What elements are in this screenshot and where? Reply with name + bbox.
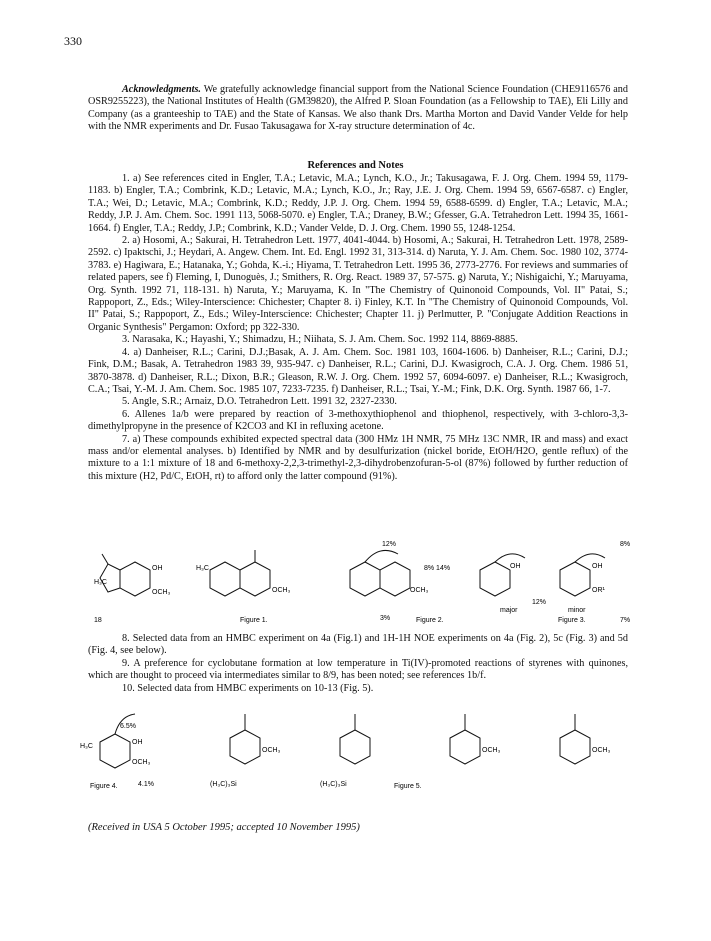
ring-fig5d — [560, 730, 590, 764]
svg-text:(H₃C)₃Si: (H₃C)₃Si — [320, 781, 347, 788]
figure-row-2 — [80, 708, 640, 794]
annotation-minor: minor — [568, 607, 586, 614]
svg-text:OCH₃: OCH₃ — [262, 747, 281, 754]
reference-5: 5. Angle, S.R.; Arnaiz, D.O. Tetrahedron Lett. 1991 32, 2327-2330. — [122, 396, 397, 408]
annotation-3pct: 3% — [380, 615, 391, 622]
reference-6: 6. Allenes 1a/b were prepared by reaction of 3-methoxythiophenol and thiophenol, respectively, with 3-chloro-3,3-dimethylpropyne in the presence of K2CO3 and KI in refluxing acetone. — [88, 408, 628, 433]
annotation-12pct: 12% — [382, 541, 397, 548]
annotation-6-5pct: 6.5% — [120, 723, 136, 730]
reference-7: 7. a) These compounds exhibited expected spectral data (300 HMz 1H NMR, 75 MHz 13C NMR, IR and mass) and exact mass and/or elemental analyses. b) Identified by NMR and by desulfurization (nickel boride, EtOH/H2O, gentle reflux) of the mixture to a 1:1 mixture of 18 and 6-methoxy-2,2,3-trimethyl-2,3-dihydrobenzofuran-5-ol (87%) followed by further reduction of this mixture (H2, Pd/C, EtOH, rt) to afford only the latter compound (91%). — [88, 433, 628, 482]
label-compound-18: 18 — [94, 617, 102, 624]
svg-text:OH: OH — [510, 563, 521, 570]
chemical-structures-figures-1-3 — [80, 540, 640, 632]
svg-text:OR¹: OR¹ — [592, 587, 605, 594]
ring-fig5b — [340, 730, 370, 764]
label-figure-5: Figure 5. — [394, 783, 422, 790]
benzene-ring-fig4 — [100, 734, 130, 768]
references-continued — [88, 633, 628, 695]
svg-text:OCH₃: OCH₃ — [410, 587, 429, 594]
annotation-7pct: 7% — [620, 617, 631, 624]
ring-fig5c — [450, 730, 480, 764]
references-heading: References and Notes — [307, 160, 404, 171]
ring-fig5a — [230, 730, 260, 764]
reference-8: 8. Selected data from an HMBC experiment on 4a (Fig.1) and 1H-1H NOE experiments on 4a (Fig. 2), 5c (Fig. 3) and 5d (Fig. 4, see below). — [88, 633, 628, 657]
svg-text:H₃C: H₃C — [94, 579, 107, 586]
svg-text:OCH₃: OCH₃ — [592, 747, 611, 754]
svg-text:(H₃C)₃Si: (H₃C)₃Si — [210, 781, 237, 788]
acknowledgments-body: We gratefully acknowledge financial support from the National Science Foundation (CHE9116576 and OSR9255223), the National Institutes of Health (GM39820), the Alfred P. Sloan Foundation (as a Fellowship to TAE), Eli Lilly and Company (as a granteeship to TAE) and the State of Kansas. We also thank Drs. Martha Morton and David Vander Velde for help with the NMR experiments and Dr. Fusao Takusagawa for X-ray structure determination of 4c. — [88, 84, 628, 133]
reference-10: 10. Selected data from HMBC experiments on 10-13 (Fig. 5). — [122, 682, 374, 694]
reference-1: 1. a) See references cited in Engler, T.A.; Letavic, M.A.; Lynch, K.O., Jr.; Takusagawa, F. J. Org. Chem. 1994 59, 1179-1183. b) Engler, T.A.; Combrink, K.D.; Letavic, M.A.; Lynch, K.O., Jr.; Ray, J.E. J. Org. Chem. 1994 59, 6567-6587. c) Engler, T.A.; Wei, D.; Letavic, M.A.; Combrink, K.D.; Reddy, J.P. J. Org. Chem. 1994 59, 6588-6599. d) Engler, T.A.; Letavic, M.A.; Reddy, J.P. J. Am. Chem. Soc. 1991 113, 5068-5070. e) Engler, T.A.; Draney, B.W.; Gfesser, G.A. Tetrahedron Lett. 1994 35, 1661-1664. f) Engler, T.A.; Reddy, J.P.; Combrink, K.D.; Vander Velde, D. J. Org. Chem. 1990 55, 1248-1254. — [88, 173, 628, 234]
annotation-8-14pct: 8% 14% — [424, 565, 451, 572]
benzene-ring-fig3a — [480, 562, 510, 596]
reference-2: 2. a) Hosomi, A.; Sakurai, H. Tetrahedron Lett. 1977, 4041-4044. b) Hosomi, A.; Sakurai, H. Tetrahedron Lett. 1978, 2589-2592. c) Ipaktschi, J.; Heydari, A. Angew. Chem. Int. Ed. Engl. 1992 31, 313-314. d) Naruta, Y. J. Am. Chem. Soc. 1980 102, 3774-3783. e) Hagiwara, E.; Hatanaka, Y.; Gohda, K.-i.; Hiyama, T. Tetrahedron Lett. 1995 36, 2773-2776. For reviews and summaries of related papers, see f) Fleming, I, Dunoguès, J.; Smithers, R. Org. React. 1989 37, 57-575. g) Naruta, Y.; Nishigaichi, Y.; Maruyama, Org. Synth. 1992 71, 118-131. h) Naruta, Y.; Maruyama, K. In "The Chemistry of Quinonoid Compounds, Vol. II" Patai, S.; Rappoport, Z., Eds.; Wiley-Interscience: Chichester; Chapter 8. i) Finley, K.T. In "The Chemistry of Quinonoid Compounds, Vol. II" Patai, S.; Rappoport, Z., Eds.; Wiley-Interscience: Chichester; Chapter 11. j) Perlmutter, P. "Conjugate Addition Reactions in Organic Synthesis" Pergamon: Oxford; pp 322-330. — [88, 235, 628, 333]
svg-text:OCH₃: OCH₃ — [272, 587, 291, 594]
svg-text:OH: OH — [152, 565, 163, 572]
label-figure-3: Figure 3. — [558, 617, 586, 624]
acknowledgments-title: Acknowledgments. — [122, 84, 201, 95]
benzene-ring-18 — [120, 562, 150, 596]
svg-text:H₃C: H₃C — [196, 565, 209, 572]
svg-text:OCH₃: OCH₃ — [132, 759, 151, 766]
label-figure-2: Figure 2. — [416, 617, 444, 624]
annotation-12pct-b: 12% — [532, 599, 547, 606]
label-figure-4: Figure 4. — [90, 783, 118, 790]
benzene-ring-fig2 — [350, 562, 380, 596]
annotation-8pct: 8% — [620, 541, 631, 548]
annotation-major: major — [500, 607, 518, 614]
reference-4: 4. a) Danheiser, R.L.; Carini, D.J.;Basak, A. J. Am. Chem. Soc. 1981 103, 1604-1606. b) Danheiser, R.L.; Carini, D.J.; Fink, D.M.; Basak, A. Tetrahedron 1983 39, 935-947. c) Danheiser, R.L.; Carini, D.J. Kwasigroch, C.A. J. Org. Chem. 1986 51, 3870-3878. d) Danheiser, R.L.; Dixon, B.R.; Gleason, R.W. J. Org. Chem. 1992 57, 6094-6097. e) Danheiser, R.L.; Kwasigroch, C.A.; Tsai, Y.-M. J. Am. Chem. Soc. 1985 107, 7233-7235. f) Danheiser, R.L.; Tsai, Y.-M.; Fink, D.K. Org. Synth. 1987 66, 1-7. — [88, 346, 628, 395]
reference-9: 9. A preference for cyclobutane formation at low temperature in Ti(IV)-promoted reactions of styrenes with quinones, which are thought to proceed via intermediates similar to 8/9, has been noted; see references 1b/f. — [88, 657, 628, 682]
acknowledgments-paragraph — [88, 84, 628, 134]
chemical-structures-figures-4-5 — [80, 708, 640, 794]
page-number: 330 — [64, 34, 82, 48]
svg-text:OCH₃: OCH₃ — [152, 589, 171, 596]
annotation-4-1pct: 4.1% — [138, 781, 154, 788]
figure-row-1 — [80, 540, 640, 632]
svg-text:OH: OH — [592, 563, 603, 570]
svg-text:OH: OH — [132, 739, 143, 746]
benzene-ring-fig3b — [560, 562, 590, 596]
reference-3: 3. Narasaka, K.; Hayashi, Y.; Shimadzu, H.; Niihata, S. J. Am. Chem. Soc. 1992 114, 8869-8885. — [122, 334, 518, 346]
received-date-line: (Received in USA 5 October 1995; accepted 10 November 1995) — [88, 822, 360, 833]
references-list — [88, 173, 628, 483]
svg-text:OCH₃: OCH₃ — [482, 747, 501, 754]
svg-text:H₃C: H₃C — [80, 743, 93, 750]
label-figure-1: Figure 1. — [240, 617, 268, 624]
benzene-ring-fig1 — [210, 562, 240, 596]
